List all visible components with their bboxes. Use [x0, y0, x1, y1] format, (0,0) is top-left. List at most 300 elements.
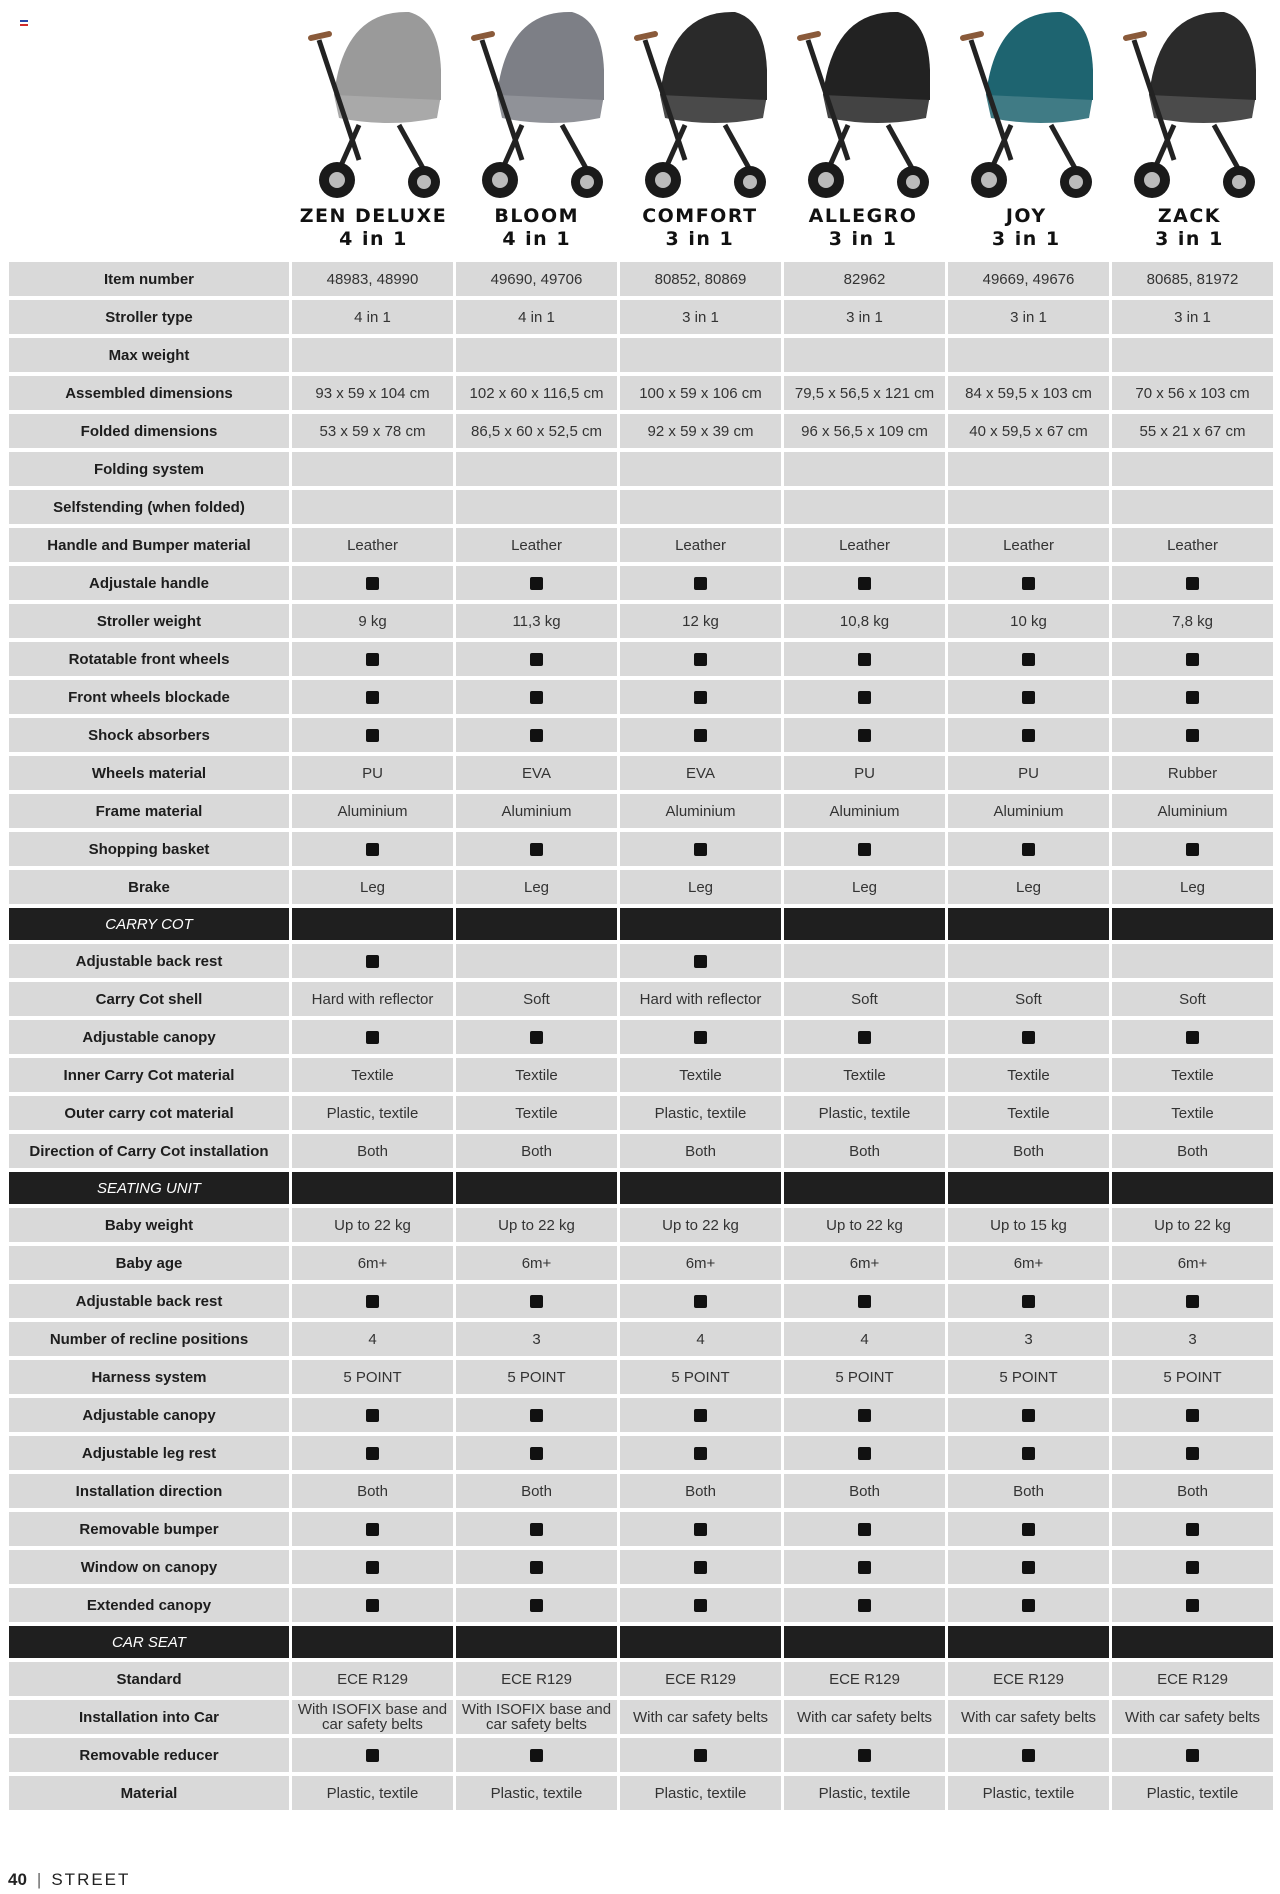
table-row: [9, 376, 1273, 410]
feature-dot-icon: [1186, 577, 1199, 590]
feature-dot-icon: [858, 1523, 871, 1536]
value-cell: [292, 452, 453, 486]
feature-dot-icon: [1186, 729, 1199, 742]
value-cell: 4 in 1: [456, 300, 617, 334]
feature-dot-cell: [620, 566, 781, 600]
table-row: [9, 832, 1273, 866]
feature-dot-cell: [292, 566, 453, 600]
row-label: Front wheels blockade: [9, 680, 289, 714]
value-cell: 12 kg: [620, 604, 781, 638]
value-cell: Aluminium: [620, 794, 781, 828]
section-header-row: [9, 1626, 1273, 1658]
section-title: CAR SEAT: [9, 1626, 289, 1658]
feature-dot-cell: [456, 1020, 617, 1054]
feature-dot-cell: [948, 680, 1109, 714]
feature-dot-cell: [784, 1284, 945, 1318]
feature-dot-cell: [620, 944, 781, 978]
value-cell: 6m+: [620, 1246, 781, 1280]
feature-dot-cell: [1112, 1284, 1273, 1318]
product-type: 3 in 1: [1155, 228, 1224, 250]
table-row: [9, 1058, 1273, 1092]
feature-dot-icon: [1022, 1561, 1035, 1574]
feature-dot-icon: [530, 1295, 543, 1308]
feature-dot-icon: [858, 1599, 871, 1612]
row-label: Selfstending (when folded): [9, 490, 289, 524]
value-cell: 5 POINT: [292, 1360, 453, 1394]
feature-dot-icon: [1022, 691, 1035, 704]
section-title: SEATING UNIT: [9, 1172, 289, 1204]
row-label: Extended canopy: [9, 1588, 289, 1622]
feature-dot-cell: [1112, 680, 1273, 714]
product-column-comfort: [618, 0, 781, 258]
value-cell: Leg: [948, 870, 1109, 904]
row-label: Removable reducer: [9, 1738, 289, 1772]
feature-dot-icon: [1022, 1599, 1035, 1612]
product-name: JOY: [1005, 205, 1047, 227]
value-cell: 80685, 81972: [1112, 262, 1273, 296]
value-cell: With car safety belts: [784, 1700, 945, 1734]
section-header-row: [9, 908, 1273, 940]
feature-dot-cell: [948, 1398, 1109, 1432]
feature-dot-icon: [366, 955, 379, 968]
feature-dot-icon: [1022, 843, 1035, 856]
feature-dot-icon: [858, 1447, 871, 1460]
product-column-bloom: [455, 0, 618, 258]
row-label: Adjustale handle: [9, 566, 289, 600]
section-cell: [292, 1626, 453, 1658]
value-cell: Up to 22 kg: [620, 1208, 781, 1242]
value-cell: 4: [292, 1322, 453, 1356]
value-cell: Plastic, textile: [784, 1096, 945, 1130]
feature-dot-cell: [292, 1284, 453, 1318]
feature-dot-icon: [530, 729, 543, 742]
product-type: 4 in 1: [502, 228, 572, 250]
value-cell: Soft: [948, 982, 1109, 1016]
value-cell: 92 x 59 x 39 cm: [620, 414, 781, 448]
value-cell: 48983, 48990: [292, 262, 453, 296]
feature-dot-cell: [948, 1738, 1109, 1772]
feature-dot-cell: [1112, 832, 1273, 866]
value-cell: With car safety belts: [1112, 1700, 1273, 1734]
table-row: [9, 1436, 1273, 1470]
table-row: [9, 944, 1273, 978]
value-cell: 6m+: [948, 1246, 1109, 1280]
table-row: [9, 1588, 1273, 1622]
value-cell: Aluminium: [292, 794, 453, 828]
feature-dot-icon: [1186, 1749, 1199, 1762]
table-row: [9, 1360, 1273, 1394]
value-cell: [1112, 338, 1273, 372]
value-cell: 6m+: [292, 1246, 453, 1280]
feature-dot-cell: [456, 1436, 617, 1470]
feature-dot-icon: [694, 843, 707, 856]
product-name: ZEN DELUXE: [299, 205, 448, 227]
feature-dot-icon: [694, 1561, 707, 1574]
table-row: [9, 794, 1273, 828]
feature-dot-cell: [784, 680, 945, 714]
value-cell: Leg: [620, 870, 781, 904]
value-cell: Both: [1112, 1134, 1273, 1168]
value-cell: 5 POINT: [456, 1360, 617, 1394]
feature-dot-cell: [620, 1020, 781, 1054]
row-label: Adjustable canopy: [9, 1398, 289, 1432]
feature-dot-cell: [456, 1512, 617, 1546]
row-label: Handle and Bumper material: [9, 528, 289, 562]
value-cell: Both: [620, 1474, 781, 1508]
feature-dot-cell: [784, 1550, 945, 1584]
value-cell: 84 x 59,5 x 103 cm: [948, 376, 1109, 410]
value-cell: 11,3 kg: [456, 604, 617, 638]
row-label: Carry Cot shell: [9, 982, 289, 1016]
value-cell: 6m+: [784, 1246, 945, 1280]
row-label: Direction of Carry Cot installation: [9, 1134, 289, 1168]
feature-dot-cell: [456, 1550, 617, 1584]
feature-dot-cell: [1112, 566, 1273, 600]
product-name: BLOOM: [494, 205, 579, 227]
feature-dot-icon: [530, 577, 543, 590]
row-label: Folded dimensions: [9, 414, 289, 448]
product-type: 3 in 1: [828, 228, 898, 250]
value-cell: [456, 338, 617, 372]
value-cell: 5 POINT: [948, 1360, 1109, 1394]
value-cell: 96 x 56,5 x 109 cm: [784, 414, 945, 448]
value-cell: 10,8 kg: [784, 604, 945, 638]
value-cell: Textile: [784, 1058, 945, 1092]
value-cell: Up to 15 kg: [948, 1208, 1109, 1242]
value-cell: [620, 452, 781, 486]
value-cell: 102 x 60 x 116,5 cm: [456, 376, 617, 410]
row-label: Adjustable canopy: [9, 1020, 289, 1054]
value-cell: 93 x 59 x 104 cm: [292, 376, 453, 410]
feature-dot-icon: [694, 691, 707, 704]
row-label: Baby weight: [9, 1208, 289, 1242]
feature-dot-cell: [456, 832, 617, 866]
table-row: [9, 1096, 1273, 1130]
table-row: [9, 1398, 1273, 1432]
value-cell: 4 in 1: [292, 300, 453, 334]
row-label: Wheels material: [9, 756, 289, 790]
value-cell: 5 POINT: [620, 1360, 781, 1394]
value-cell: 4: [784, 1322, 945, 1356]
feature-dot-cell: [456, 718, 617, 752]
feature-dot-cell: [620, 1512, 781, 1546]
table-row: [9, 870, 1273, 904]
feature-dot-cell: [948, 1284, 1109, 1318]
feature-dot-icon: [858, 577, 871, 590]
footer-separator: |: [36, 1870, 42, 1889]
value-cell: Leather: [620, 528, 781, 562]
feature-dot-icon: [1022, 577, 1035, 590]
table-row: [9, 718, 1273, 752]
feature-dot-icon: [366, 577, 379, 590]
feature-dot-cell: [456, 642, 617, 676]
table-row: [9, 1284, 1273, 1318]
value-cell: 3 in 1: [1112, 300, 1273, 334]
value-cell: 40 x 59,5 x 67 cm: [948, 414, 1109, 448]
value-cell: Soft: [1112, 982, 1273, 1016]
feature-dot-cell: [948, 1512, 1109, 1546]
feature-dot-cell: [948, 1020, 1109, 1054]
feature-dot-cell: [620, 1284, 781, 1318]
section-cell: [456, 1172, 617, 1204]
value-cell: Up to 22 kg: [1112, 1208, 1273, 1242]
value-cell: [620, 490, 781, 524]
value-cell: [784, 490, 945, 524]
stroller-image: [1114, 0, 1264, 205]
value-cell: ECE R129: [292, 1662, 453, 1696]
feature-dot-icon: [1022, 1447, 1035, 1460]
table-row: [9, 604, 1273, 638]
table-row: [9, 1134, 1273, 1168]
row-label: Installation into Car: [9, 1700, 289, 1734]
feature-dot-cell: [1112, 1020, 1273, 1054]
value-cell: Both: [292, 1134, 453, 1168]
value-cell: [292, 338, 453, 372]
value-cell: Both: [784, 1134, 945, 1168]
language-flag-icon[interactable]: [20, 20, 28, 26]
value-cell: Both: [620, 1134, 781, 1168]
value-cell: Textile: [948, 1096, 1109, 1130]
value-cell: [456, 490, 617, 524]
value-cell: Both: [948, 1134, 1109, 1168]
feature-dot-icon: [858, 653, 871, 666]
row-label: Stroller weight: [9, 604, 289, 638]
table-row: [9, 756, 1273, 790]
feature-dot-cell: [784, 832, 945, 866]
feature-dot-icon: [858, 1295, 871, 1308]
product-name: ALLEGRO: [808, 205, 918, 227]
value-cell: Plastic, textile: [620, 1776, 781, 1810]
value-cell: PU: [948, 756, 1109, 790]
feature-dot-icon: [1186, 1447, 1199, 1460]
feature-dot-cell: [948, 1550, 1109, 1584]
feature-dot-cell: [784, 642, 945, 676]
feature-dot-cell: [1112, 1398, 1273, 1432]
value-cell: 79,5 x 56,5 x 121 cm: [784, 376, 945, 410]
product-column-zen-deluxe: [292, 0, 455, 258]
table-row: [9, 1322, 1273, 1356]
value-cell: [948, 338, 1109, 372]
value-cell: [948, 490, 1109, 524]
feature-dot-cell: [292, 680, 453, 714]
value-cell: Textile: [1112, 1096, 1273, 1130]
table-row: [9, 1550, 1273, 1584]
feature-dot-cell: [456, 566, 617, 600]
value-cell: [784, 944, 945, 978]
feature-dot-cell: [784, 1020, 945, 1054]
row-label: Number of recline positions: [9, 1322, 289, 1356]
value-cell: ECE R129: [1112, 1662, 1273, 1696]
feature-dot-icon: [858, 1561, 871, 1574]
value-cell: 6m+: [1112, 1246, 1273, 1280]
feature-dot-icon: [366, 1447, 379, 1460]
value-cell: Leather: [784, 528, 945, 562]
section-cell: [784, 1172, 945, 1204]
feature-dot-cell: [948, 642, 1109, 676]
value-cell: 4: [620, 1322, 781, 1356]
value-cell: 3: [948, 1322, 1109, 1356]
section-cell: [1112, 1626, 1273, 1658]
feature-dot-cell: [784, 566, 945, 600]
value-cell: Up to 22 kg: [456, 1208, 617, 1242]
feature-dot-icon: [694, 1749, 707, 1762]
value-cell: 82962: [784, 262, 945, 296]
feature-dot-icon: [858, 1031, 871, 1044]
value-cell: 7,8 kg: [1112, 604, 1273, 638]
table-row: [9, 1020, 1273, 1054]
feature-dot-cell: [620, 1738, 781, 1772]
table-row: [9, 642, 1273, 676]
value-cell: 6m+: [456, 1246, 617, 1280]
feature-dot-cell: [292, 1588, 453, 1622]
row-label: Stroller type: [9, 300, 289, 334]
section-title: CARRY COT: [9, 908, 289, 940]
product-name: ZACK: [1157, 205, 1222, 227]
page-number: 40: [8, 1870, 27, 1889]
value-cell: 5 POINT: [1112, 1360, 1273, 1394]
row-label: Brake: [9, 870, 289, 904]
value-cell: Aluminium: [456, 794, 617, 828]
feature-dot-icon: [366, 1295, 379, 1308]
table-row: [9, 1700, 1273, 1734]
value-cell: 5 POINT: [784, 1360, 945, 1394]
value-cell: Up to 22 kg: [292, 1208, 453, 1242]
product-column-allegro: [782, 0, 945, 258]
feature-dot-cell: [948, 832, 1109, 866]
value-cell: 55 x 21 x 67 cm: [1112, 414, 1273, 448]
row-label: Outer carry cot material: [9, 1096, 289, 1130]
value-cell: 9 kg: [292, 604, 453, 638]
table-row: [9, 528, 1273, 562]
feature-dot-icon: [530, 691, 543, 704]
value-cell: Aluminium: [948, 794, 1109, 828]
section-name: STREET: [51, 1870, 131, 1889]
table-row: [9, 300, 1273, 334]
feature-dot-icon: [694, 1523, 707, 1536]
table-row: [9, 452, 1273, 486]
value-cell: [456, 452, 617, 486]
value-cell: Textile: [456, 1096, 617, 1130]
feature-dot-icon: [694, 653, 707, 666]
row-label: Adjustable back rest: [9, 1284, 289, 1318]
row-label: Installation direction: [9, 1474, 289, 1508]
feature-dot-icon: [858, 1749, 871, 1762]
feature-dot-cell: [456, 1398, 617, 1432]
value-cell: With car safety belts: [620, 1700, 781, 1734]
row-label: Standard: [9, 1662, 289, 1696]
section-cell: [784, 908, 945, 940]
value-cell: Both: [292, 1474, 453, 1508]
value-cell: [784, 338, 945, 372]
feature-dot-icon: [366, 1561, 379, 1574]
stroller-image: [625, 0, 775, 205]
table-row: [9, 982, 1273, 1016]
feature-dot-cell: [292, 1738, 453, 1772]
row-label: Shock absorbers: [9, 718, 289, 752]
value-cell: 86,5 x 60 x 52,5 cm: [456, 414, 617, 448]
value-cell: Textile: [948, 1058, 1109, 1092]
value-cell: [620, 338, 781, 372]
value-cell: Plastic, textile: [784, 1776, 945, 1810]
value-cell: ECE R129: [948, 1662, 1109, 1696]
value-cell: 49669, 49676: [948, 262, 1109, 296]
table-row: [9, 1208, 1273, 1242]
section-cell: [620, 1626, 781, 1658]
value-cell: Leg: [1112, 870, 1273, 904]
feature-dot-icon: [530, 1749, 543, 1762]
feature-dot-icon: [530, 1031, 543, 1044]
table-row: [9, 490, 1273, 524]
value-cell: Plastic, textile: [948, 1776, 1109, 1810]
feature-dot-cell: [292, 1020, 453, 1054]
value-cell: Leg: [292, 870, 453, 904]
feature-dot-cell: [292, 1398, 453, 1432]
feature-dot-cell: [948, 1436, 1109, 1470]
value-cell: [456, 944, 617, 978]
value-cell: [1112, 452, 1273, 486]
row-label: Shopping basket: [9, 832, 289, 866]
value-cell: Both: [948, 1474, 1109, 1508]
value-cell: 3 in 1: [620, 300, 781, 334]
feature-dot-cell: [620, 718, 781, 752]
feature-dot-icon: [1186, 1031, 1199, 1044]
feature-dot-cell: [1112, 1512, 1273, 1546]
feature-dot-cell: [456, 680, 617, 714]
feature-dot-cell: [784, 1512, 945, 1546]
value-cell: 100 x 59 x 106 cm: [620, 376, 781, 410]
value-cell: Both: [784, 1474, 945, 1508]
feature-dot-icon: [1022, 1031, 1035, 1044]
section-cell: [948, 1172, 1109, 1204]
feature-dot-icon: [694, 577, 707, 590]
value-cell: Soft: [784, 982, 945, 1016]
table-row: [9, 1474, 1273, 1508]
value-cell: Textile: [292, 1058, 453, 1092]
value-cell: With car safety belts: [948, 1700, 1109, 1734]
feature-dot-cell: [948, 1588, 1109, 1622]
feature-dot-icon: [694, 1447, 707, 1460]
feature-dot-icon: [858, 1409, 871, 1422]
value-cell: Rubber: [1112, 756, 1273, 790]
feature-dot-cell: [1112, 1588, 1273, 1622]
feature-dot-icon: [1022, 1295, 1035, 1308]
feature-dot-cell: [456, 1738, 617, 1772]
value-cell: Aluminium: [784, 794, 945, 828]
table-row: [9, 262, 1273, 296]
table-row: [9, 1776, 1273, 1810]
value-cell: [1112, 490, 1273, 524]
value-cell: Hard with reflector: [292, 982, 453, 1016]
feature-dot-icon: [1022, 653, 1035, 666]
value-cell: [948, 452, 1109, 486]
feature-dot-icon: [858, 843, 871, 856]
feature-dot-icon: [858, 729, 871, 742]
feature-dot-icon: [1022, 1749, 1035, 1762]
feature-dot-icon: [1186, 1523, 1199, 1536]
value-cell: PU: [784, 756, 945, 790]
feature-dot-cell: [784, 1436, 945, 1470]
feature-dot-icon: [694, 1295, 707, 1308]
value-cell: ECE R129: [456, 1662, 617, 1696]
product-type: 3 in 1: [665, 228, 735, 250]
value-cell: Leg: [784, 870, 945, 904]
feature-dot-icon: [1186, 653, 1199, 666]
value-cell: Leather: [1112, 528, 1273, 562]
feature-dot-icon: [366, 653, 379, 666]
value-cell: Plastic, textile: [292, 1096, 453, 1130]
table-row: [9, 1512, 1273, 1546]
feature-dot-icon: [1186, 1561, 1199, 1574]
